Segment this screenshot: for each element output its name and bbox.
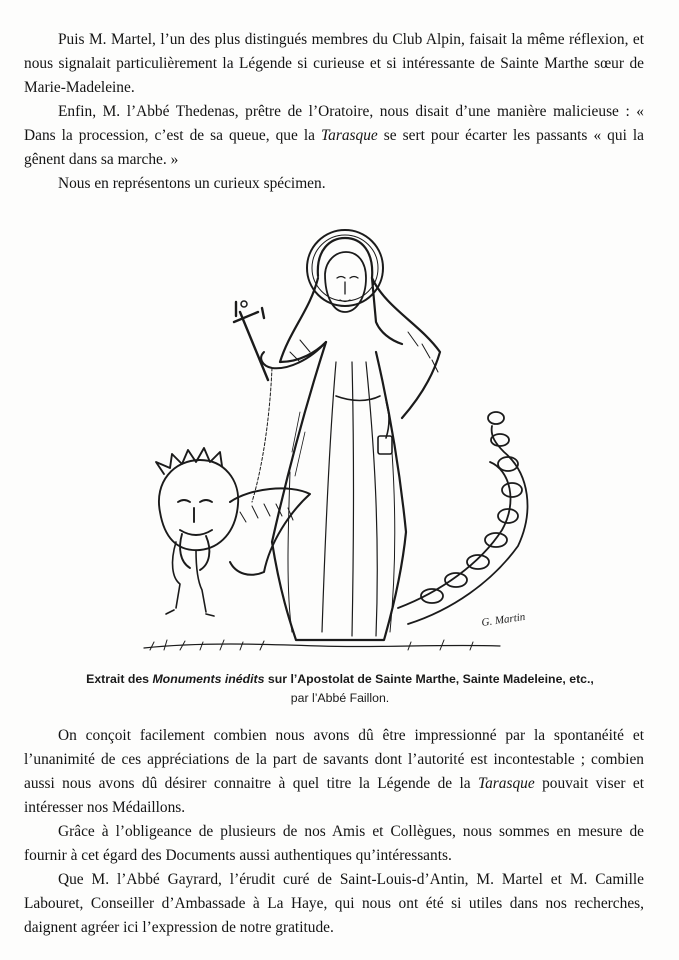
ground [144,644,500,648]
paragraph-club-alpin [24,28,644,100]
caption-line-1 [60,670,620,689]
robe [272,342,406,640]
paragraph-text: On conçoit facilement combien nous avons dû être impressionné par la spontanéité et l’unanimité de ces appréciations de la part de savants dont l’autorité est incontestable ; combien aussi nous avons dû désirer connaitre à quel titre la Légende de la [24,727,644,792]
paragraph-conception [24,724,644,820]
paragraph-text: Puis M. Martel, l’un des plus distingués membres du Club Alpin, faisait la même réflexion, et nous signalait particulièrement la Légende si curieuse et si intéressante de Sainte Marthe sœur de Marie-Madeleine. [24,31,644,96]
paragraph-text: Enfin, M. l’Abbé Thedenas, prêtre de l’Oratoire, nous disait d’une manière malicieuse : « Dans la procession, c’est de sa queue, que la [24,103,644,144]
italic-tarasque: Tarasque [477,775,535,792]
italic-tarasque: Tarasque [321,127,378,144]
aspersorium-icon [378,436,392,454]
figure-caption [60,670,620,708]
artist-signature: G. Martin [480,610,526,629]
paragraph-specimen [24,172,644,196]
caption-line-2: par l’Abbé Faillon. [290,691,390,705]
caption-title: Monuments inédits [152,672,265,686]
mantle [280,278,440,418]
paragraph-text: pouvait viser et intéresser nos Médaillons. [24,775,645,816]
tarasque-body [230,488,310,574]
tarasque-tail [398,412,527,624]
paragraph-text: Nous en représentons un curieux spécimen. [58,175,326,192]
veil [318,238,402,344]
caption-text: Extrait des [86,672,153,686]
paragraph-text: Que M. l’Abbé Gayrard, l’érudit curé de Saint-Louis-d’Antin, M. Martel et M. Camille Labouret, Conseiller d’Ambassade à La Haye, qui nous ont été si utiles dans nos recherches, daignent agréer ici l’expression de notre gratitude. [24,871,644,936]
saint-marthe-tarasque-illustration [140,212,540,664]
tarasque-head [156,448,238,570]
paragraph-amis-collegues [24,820,644,868]
cross-icon [234,302,268,380]
paragraph-gratitude [24,868,644,940]
paragraph-abbe-thedenas [24,100,644,172]
paragraph-text: se sert pour écarter les passants « qui la gênent dans sa marche. » [24,127,644,168]
devoured-figure [166,542,214,616]
paragraph-text: Grâce à l’obligeance de plusieurs de nos Amis et Collègues, nous sommes en mesure de fournir à cet égard des Documents aussi authentiques qu’intéressants. [24,823,644,864]
caption-text: sur l’Apostolat de Sainte Marthe, Sainte Madeleine, etc., [264,672,594,686]
